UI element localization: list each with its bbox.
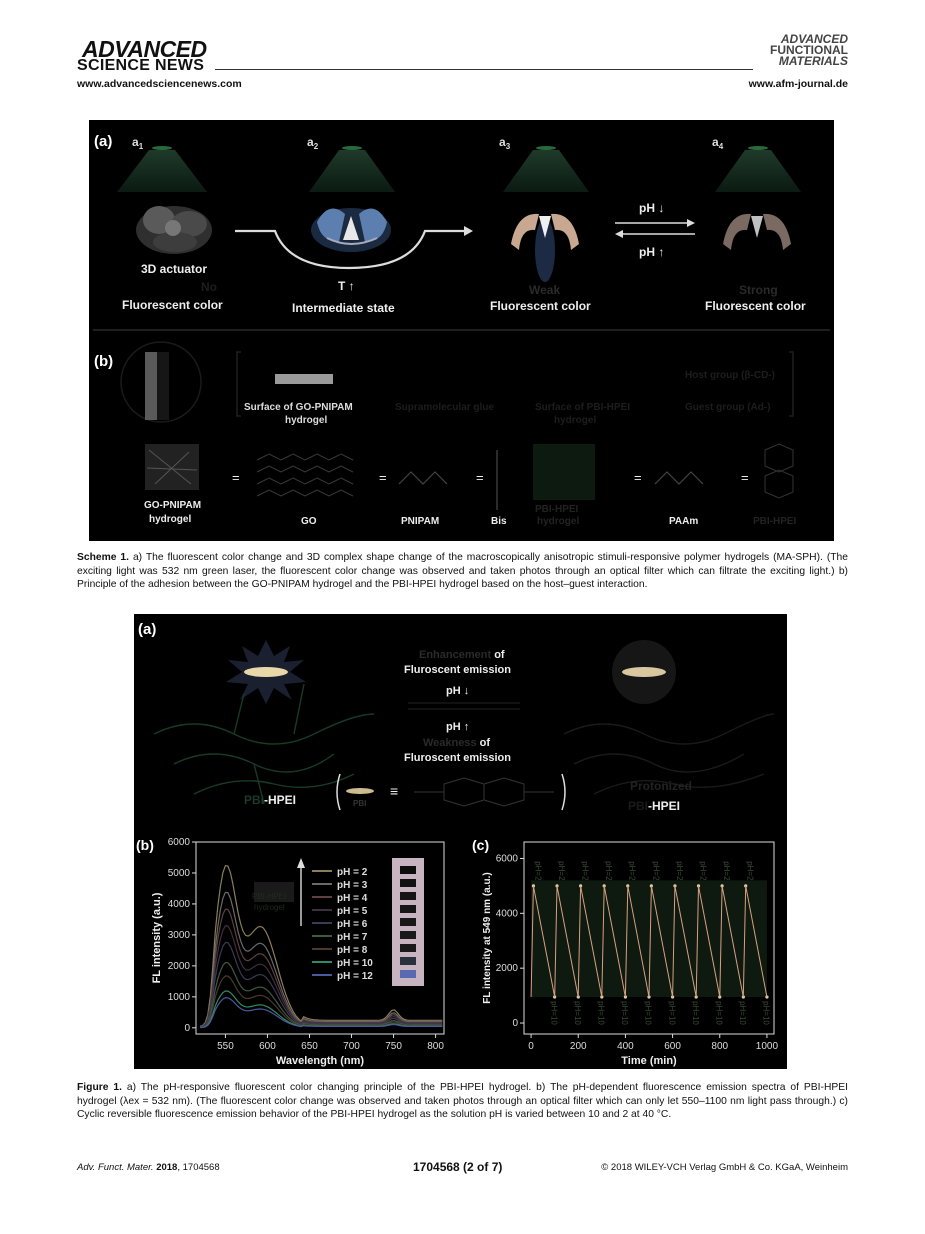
- prot-prefix: PBI: [628, 799, 649, 813]
- surface-go-line2: hydrogel: [285, 415, 328, 426]
- equiv-sign: ≡: [390, 783, 399, 799]
- x-tick-label: 800: [427, 1041, 444, 1052]
- guest-group-label: Guest group (Ad-): [685, 402, 771, 413]
- bottom-ph-label: pH=10: [643, 1001, 653, 1025]
- scheme-panel-b-label: (b): [94, 353, 114, 370]
- top-ph-label: pH=2: [674, 861, 684, 881]
- footer-year: 2018: [156, 1162, 178, 1173]
- spectra-inset: [252, 882, 294, 912]
- pnipam-label: PNIPAM: [401, 516, 440, 527]
- pbi-hydrogel-line2: hydrogel: [537, 516, 580, 527]
- top-ph-label: pH=2: [580, 861, 590, 881]
- scheme-caption-text: a) The fluorescent color change and 3D complex shape change of the macroscopically anisotropic stimuli-responsive polymer hydrogels (MA-SPH). (The exciting light was 532 nm green laser, the fluorescent color change was observed and taken photos through an optical filter which can filtrate the exciting light.) b) Principle of the adhesion between the GO-PNIPAM hydrogel and the PBI-HPEI hydrogel based on the host–guest interaction.: [77, 552, 848, 590]
- legend-label: pH = 2: [337, 867, 368, 878]
- label-a1: $a_1$: [132, 135, 144, 151]
- publisher-logo-line2: SCIENCE NEWS: [77, 57, 205, 74]
- strong-label: Strong: [739, 283, 778, 297]
- top-ph-label: pH=2: [745, 861, 755, 881]
- supramolecular-glue-label: Supramolecular glue: [395, 402, 494, 413]
- surface-go-line1: Surface of GO-PNIPAM: [244, 402, 353, 413]
- host-group-label: Host group (β-CD-): [685, 370, 775, 381]
- header-rule: [215, 69, 753, 70]
- legend-label: pH = 7: [337, 932, 368, 943]
- publisher-url[interactable]: www.advancedsciencenews.com: [77, 78, 242, 90]
- hydrogel-strip: [145, 352, 157, 420]
- bottom-ph-label: pH=10: [549, 1001, 559, 1025]
- legend-label: pH = 6: [337, 919, 368, 930]
- y-tick-label: 6000: [167, 837, 190, 848]
- fig-panel-c-label: (c): [472, 837, 490, 853]
- y-tick-label: 2000: [167, 960, 190, 972]
- x-axis-label: Wavelength (nm): [275, 1055, 365, 1067]
- small-ring: [346, 788, 374, 794]
- transition-arrowhead: [464, 226, 473, 236]
- protonized-pbi-label: [628, 799, 680, 813]
- footer-page-number: 1704568 (2 of 7): [413, 1160, 503, 1174]
- lamp-3: [536, 146, 556, 150]
- protonized-label: Protonized: [630, 779, 692, 793]
- figure-1-figure: [134, 614, 787, 1069]
- figure-1-svg: [134, 614, 787, 1069]
- figure-caption-label: Figure 1.: [77, 1082, 122, 1093]
- strong-fluor-label: Fluorescent color: [705, 299, 806, 313]
- actuator-weak: [511, 214, 579, 282]
- x-tick-label: 750: [385, 1041, 402, 1052]
- top-ph-label: pH=2: [722, 861, 731, 881]
- pbi-suffix: -HPEI: [264, 793, 297, 807]
- scheme-1-figure: [89, 120, 834, 541]
- no-fluor-label: Fluorescent color: [122, 298, 223, 312]
- light-cone-3: [503, 150, 589, 192]
- fig-ph-down: pH ↓: [446, 685, 470, 697]
- y-tick-label: 5000: [167, 867, 190, 879]
- x-tick-label: 700: [343, 1041, 360, 1052]
- bottom-ph-label: pH=10: [761, 1001, 771, 1025]
- figure-caption-text: a) The pH-responsive fluorescent color changing principle of the PBI-HPEI hydrogel. b) The pH-dependent fluorescence emission spectra of PBI-HPEI hydrogel (λex = 532 nm). (The fluorescent color change was observed and taken photos through an optical filter which can only let 550–1100 nm light pass through.) c) Cyclic reversible fluorescence emission behavior of the PBI-HPEI hydrogel as the solution pH is varied between 10 and 2 at 40 °C.: [77, 1082, 848, 1120]
- bottom-ph-label: pH=10: [714, 1001, 724, 1025]
- lamp-1: [152, 146, 172, 150]
- inset-line1: PBI-HPEI: [252, 892, 287, 901]
- light-cone-2: [309, 150, 395, 192]
- intermediate-label: Intermediate state: [292, 301, 395, 315]
- enhancement-rest: of: [491, 649, 505, 661]
- inset-line2: hydrogel: [254, 903, 285, 912]
- bottom-ph-label: pH=10: [572, 1001, 582, 1025]
- go-structure: [257, 454, 353, 496]
- footer-copyright: © 2018 WILEY-VCH Verlag GmbH & Co. KGaA, Weinheim: [601, 1162, 848, 1173]
- legend-label: pH = 4: [337, 893, 368, 904]
- actuator-strong: [723, 214, 791, 250]
- pbi-hpei-left-label: [244, 793, 296, 807]
- x-tick-label: 800: [711, 1041, 729, 1052]
- paam-label: PAAm: [669, 516, 699, 527]
- y-tick-label: 0: [184, 1022, 190, 1034]
- bottom-ph-label: pH=10: [738, 1001, 748, 1025]
- vial-photo: [392, 858, 424, 986]
- top-ph-label: pH=2: [533, 861, 543, 881]
- equals-4: =: [634, 470, 642, 485]
- journal-logo-line2: FUNCTIONAL: [770, 43, 848, 57]
- x-tick-label: 650: [301, 1041, 318, 1052]
- bottom-ph-label: pH=10: [620, 1001, 630, 1025]
- go-pnipam-line2: hydrogel: [149, 514, 192, 525]
- light-cone-1: [117, 150, 207, 192]
- go-pnipam-line1: GO-PNIPAM: [144, 500, 202, 511]
- actuator-closed: [136, 206, 212, 254]
- pbi-strip: [157, 352, 169, 420]
- footer-journal: Adv. Funct. Mater.: [77, 1162, 154, 1173]
- fig-ph-up: pH ↑: [446, 721, 470, 733]
- legend-label: pH = 3: [337, 880, 368, 891]
- pbi-hpei-structure: [765, 444, 793, 498]
- footer-article: , 1704568: [177, 1162, 220, 1173]
- y-tick-label: 4000: [495, 908, 518, 920]
- x-tick-label: 600: [259, 1041, 276, 1052]
- enhancement-line: [419, 649, 505, 661]
- actuator-intermediate: [311, 208, 391, 252]
- temperature-label: T ↑: [338, 279, 355, 293]
- x-tick-label: 0: [528, 1041, 534, 1052]
- label-a2: $a_2$: [307, 135, 319, 151]
- top-ph-label: pH=2: [604, 861, 614, 881]
- no-label: No: [201, 280, 217, 294]
- journal-logo-line3: MATERIALS: [778, 54, 848, 68]
- surface-pbi-line2: hydrogel: [554, 415, 597, 426]
- glowing-ring: [226, 640, 306, 704]
- equals-1: =: [232, 470, 240, 485]
- ph-down-label: pH ↓: [639, 201, 665, 215]
- label-a3: $a_3$: [499, 135, 511, 151]
- cycling-chart: [482, 842, 778, 1067]
- equals-2: =: [379, 470, 387, 485]
- pbi-hpei-label: PBI-HPEI: [753, 516, 797, 527]
- pbi-structure: [414, 778, 554, 806]
- go-label: GO: [301, 516, 317, 527]
- fluor-emission-2: Fluroscent emission: [404, 752, 511, 764]
- footer-citation: [77, 1162, 220, 1173]
- scheme-1-caption: [77, 551, 848, 592]
- pbi-small-label: PBI: [353, 799, 367, 808]
- y-tick-label: 0: [512, 1018, 518, 1030]
- journal-logo: [770, 34, 848, 67]
- weakness-word: Weakness: [423, 737, 477, 749]
- pbi-prefix: PBI: [244, 793, 265, 807]
- scheme-panel-a-label: (a): [94, 133, 113, 150]
- legend-label: pH = 10: [337, 958, 373, 969]
- enhancement-word: Enhancement: [419, 649, 492, 661]
- weak-label: Weak: [529, 283, 561, 297]
- go-pnipam-micrograph: [145, 444, 199, 490]
- top-ph-label: pH=2: [627, 861, 637, 881]
- bottom-ph-label: pH=10: [667, 1001, 677, 1025]
- equals-3: =: [476, 470, 484, 485]
- hpei-branches-left: [154, 684, 374, 804]
- journal-url[interactable]: www.afm-journal.de: [748, 78, 848, 90]
- x-tick-label: 550: [217, 1041, 234, 1052]
- light-cone-4: [715, 150, 801, 192]
- go-pnipam-surface: [275, 374, 333, 384]
- protonized-ring: [612, 640, 676, 704]
- bis-label: Bis: [491, 516, 507, 527]
- lamp-4: [748, 146, 768, 150]
- pbi-hydrogel-line1: PBI-HPEI: [535, 504, 579, 515]
- x-tick-label: 600: [664, 1041, 681, 1052]
- label-a4: $a_4$: [712, 135, 724, 151]
- x-tick-label: 1000: [755, 1041, 779, 1052]
- pbi-hpei-micrograph: [533, 444, 595, 500]
- ph-up-label: pH ↑: [639, 245, 665, 259]
- legend-label: pH = 12: [337, 971, 373, 982]
- weakness-line: [423, 737, 490, 749]
- scheme-caption-label: Scheme 1.: [77, 552, 130, 563]
- weak-fluor-label: Fluorescent color: [490, 299, 591, 313]
- y-tick-label: 1000: [167, 991, 190, 1003]
- y-tick-label: 3000: [167, 929, 190, 941]
- y-tick-label: 4000: [167, 898, 190, 910]
- surface-pbi-line1: Surface of PBI-HPEI: [535, 402, 631, 413]
- pnipam-structure: [399, 472, 447, 484]
- legend-label: pH = 8: [337, 945, 368, 956]
- bottom-ph-label: pH=10: [596, 1001, 606, 1025]
- legend-arrowhead: [297, 858, 305, 868]
- weakness-rest: of: [476, 737, 491, 749]
- x-axis-label: Time (min): [621, 1055, 677, 1067]
- lamp-2: [342, 146, 362, 150]
- x-tick-label: 200: [569, 1041, 587, 1052]
- y-axis-label: FL intensity at 549 nm (a.u.): [482, 872, 493, 1004]
- publisher-logo-line1: ADVANCED: [82, 36, 207, 62]
- fig-panel-b-label: (b): [136, 837, 154, 853]
- fluor-emission-1: Fluroscent emission: [404, 664, 511, 676]
- x-tick-label: 400: [617, 1041, 634, 1052]
- bottom-ph-label: pH=10: [690, 1001, 700, 1025]
- y-axis-label: FL intensity (a.u.): [151, 892, 163, 984]
- y-tick-label: 6000: [495, 853, 518, 865]
- paam-structure: [655, 472, 703, 484]
- equals-5: =: [741, 470, 749, 485]
- top-ph-label: pH=2: [556, 861, 566, 881]
- top-ph-label: pH=2: [698, 861, 708, 881]
- y-tick-label: 2000: [495, 963, 518, 975]
- legend-label: pH = 5: [337, 906, 368, 917]
- fig-panel-a-label: (a): [138, 621, 157, 638]
- top-ph-label: pH=2: [651, 861, 661, 881]
- prot-suffix: -HPEI: [648, 799, 681, 813]
- actuator-label: 3D actuator: [141, 262, 208, 276]
- journal-logo-line1: ADVANCED: [780, 32, 848, 46]
- scheme-1-svg: [89, 120, 834, 541]
- figure-1-caption: [77, 1081, 848, 1122]
